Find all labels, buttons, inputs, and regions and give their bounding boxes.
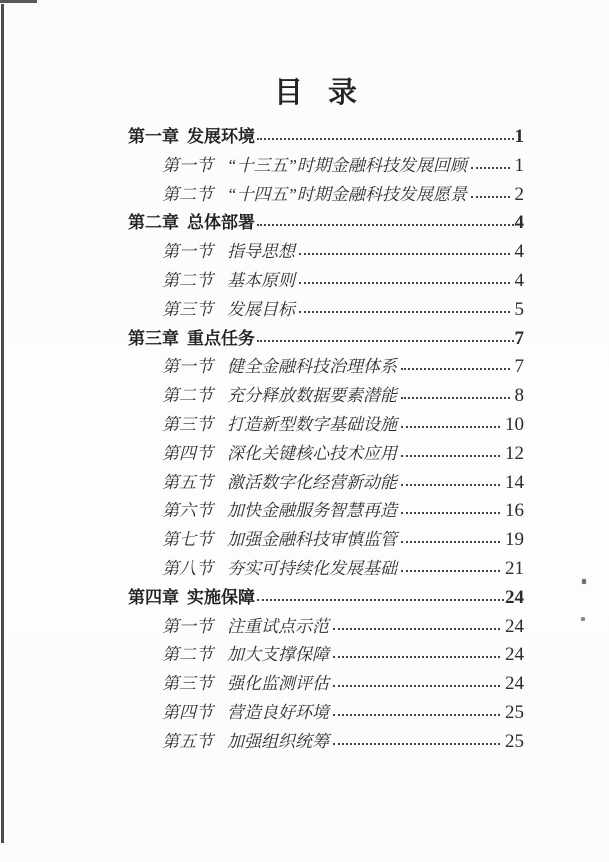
toc-entry-number: 第二节 bbox=[162, 645, 213, 665]
toc-entry-page: 24 bbox=[505, 644, 524, 666]
toc-entry-page: 24 bbox=[505, 586, 524, 608]
toc-entry-number: 第四章 bbox=[128, 587, 179, 607]
toc-entry-number: 第六节 bbox=[162, 501, 213, 521]
toc-entry bbox=[128, 152, 524, 181]
scan-speck bbox=[582, 579, 586, 584]
dot-leader bbox=[401, 368, 510, 370]
dot-leader bbox=[257, 138, 514, 140]
scan-corner-mark bbox=[0, 0, 37, 3]
dot-leader bbox=[257, 224, 514, 226]
toc-entry-page: 12 bbox=[505, 442, 524, 464]
scan-speck bbox=[581, 617, 585, 621]
dot-leader bbox=[471, 196, 510, 198]
toc-entry-number: 第一章 bbox=[128, 127, 179, 146]
toc-entry-title: 发展目标 bbox=[227, 299, 295, 319]
toc-entry-number: 第三节 bbox=[162, 414, 213, 434]
toc-entry-number: 第一节 bbox=[162, 357, 213, 377]
toc-entry-page: 25 bbox=[505, 730, 524, 752]
toc-entry-page: 14 bbox=[505, 471, 524, 493]
dot-leader bbox=[401, 484, 500, 486]
dot-leader bbox=[333, 743, 500, 745]
toc-entry-title: 重点任务 bbox=[187, 328, 255, 348]
toc-entry-number: 第八节 bbox=[162, 558, 213, 578]
dot-leader bbox=[333, 685, 500, 687]
toc-entry-page: 4 bbox=[514, 241, 524, 263]
toc-entry-page: 4 bbox=[514, 269, 524, 291]
toc-entry bbox=[128, 382, 524, 411]
toc-entry-title: 打造新型数字基础设施 bbox=[227, 414, 397, 434]
toc-entry-number: 第七节 bbox=[162, 530, 213, 550]
toc-entry-number: 第三节 bbox=[162, 299, 213, 319]
toc-entry bbox=[128, 584, 524, 613]
toc-entry bbox=[128, 728, 524, 757]
toc-entry bbox=[128, 267, 524, 296]
toc-entry-title: 基本原则 bbox=[227, 270, 295, 290]
toc-entry-number: 第二节 bbox=[162, 184, 213, 204]
toc-entry bbox=[128, 296, 524, 325]
toc-entry bbox=[128, 670, 524, 699]
toc-entry bbox=[128, 238, 524, 267]
toc-entry-title: 强化监测评估 bbox=[227, 674, 329, 694]
toc-entry-page: 24 bbox=[505, 615, 524, 637]
toc-entry-page: 7 bbox=[514, 356, 524, 378]
toc-entry bbox=[128, 699, 524, 728]
toc-entry-number: 第二节 bbox=[162, 270, 213, 290]
toc-entry-title: 深化关键核心技术应用 bbox=[227, 443, 397, 463]
dot-leader bbox=[299, 282, 510, 284]
toc-entry-page: 2 bbox=[514, 183, 524, 205]
toc-entry-number: 第一节 bbox=[162, 155, 213, 175]
toc-entry-number: 第二章 bbox=[128, 213, 179, 233]
toc-entry bbox=[128, 613, 524, 642]
toc-entry-number: 第三节 bbox=[162, 674, 213, 694]
dot-leader bbox=[401, 455, 500, 457]
toc-entry bbox=[128, 641, 524, 670]
dot-leader bbox=[401, 570, 500, 572]
toc-entry-title: 总体部署 bbox=[187, 213, 255, 233]
toc-entry-title: 加强金融科技审慎监管 bbox=[227, 530, 397, 550]
toc-entry-number: 第一节 bbox=[162, 616, 213, 636]
toc-entry-title: 充分释放数据要素潜能 bbox=[227, 386, 397, 406]
toc-entry bbox=[128, 411, 524, 440]
toc-entry bbox=[128, 325, 524, 354]
dot-leader bbox=[401, 512, 500, 514]
toc-entry-number: 第五节 bbox=[162, 472, 213, 492]
dot-leader bbox=[299, 253, 510, 255]
dot-leader bbox=[401, 541, 500, 543]
scan-edge-line bbox=[1, 4, 4, 843]
toc-entry-page: 19 bbox=[505, 529, 524, 551]
toc-entry bbox=[128, 353, 524, 382]
toc-entry bbox=[128, 497, 524, 526]
toc-entry-number: 第五节 bbox=[162, 731, 213, 751]
page-title: 目 录 bbox=[273, 77, 359, 109]
toc-entry-page: 4 bbox=[514, 212, 524, 234]
toc-entry-title: 指导思想 bbox=[227, 242, 295, 262]
toc-entry-title: 加快金融服务智慧再造 bbox=[227, 501, 397, 521]
dot-leader bbox=[257, 599, 504, 601]
toc-entry-title: 加大支撑保障 bbox=[227, 645, 329, 665]
dot-leader bbox=[333, 714, 500, 716]
toc-entry-page: 5 bbox=[514, 298, 524, 320]
toc-entry bbox=[128, 181, 524, 210]
toc-entry-page: 10 bbox=[505, 413, 524, 435]
dot-leader bbox=[257, 340, 514, 342]
toc-entry bbox=[128, 469, 524, 498]
toc-entry-title: 注重试点示范 bbox=[227, 616, 329, 636]
dot-leader bbox=[333, 656, 500, 658]
toc-entry-title: 夯实可持续化发展基础 bbox=[227, 558, 397, 578]
toc-entry-title: 实施保障 bbox=[187, 587, 255, 607]
dot-leader bbox=[401, 397, 510, 399]
toc-entry-page: 21 bbox=[505, 557, 524, 579]
toc-entry-number: 第四节 bbox=[162, 443, 213, 463]
toc-entry-number: 第一节 bbox=[162, 242, 213, 262]
toc-entry bbox=[128, 209, 524, 238]
toc-entry bbox=[128, 440, 524, 469]
toc-entry-title: 健全金融科技治理体系 bbox=[227, 357, 397, 377]
toc-entry-page: 25 bbox=[505, 701, 524, 723]
dot-leader bbox=[299, 311, 510, 313]
dot-leader bbox=[333, 628, 500, 630]
toc-entry-page: 16 bbox=[505, 500, 524, 522]
toc-entry-page: 24 bbox=[505, 673, 524, 695]
toc-entry-number: 第三章 bbox=[128, 328, 179, 348]
dot-leader bbox=[471, 167, 510, 169]
toc-entry-title: “十四五”时期金融科技发展愿景 bbox=[227, 184, 467, 204]
toc-entry bbox=[128, 526, 524, 555]
toc-entry-title: 加强组织统筹 bbox=[227, 731, 329, 751]
toc-entry-page: 7 bbox=[514, 327, 524, 349]
toc-entry-title: 营造良好环境 bbox=[227, 702, 329, 722]
toc-entry bbox=[128, 123, 524, 152]
toc-entry-title: “十三五”时期金融科技发展回顾 bbox=[227, 155, 467, 175]
toc-list bbox=[128, 123, 524, 757]
toc-entry-page: 1 bbox=[514, 126, 524, 147]
toc-entry-title: 发展环境 bbox=[187, 127, 255, 146]
toc-entry bbox=[128, 555, 524, 584]
toc-entry-number: 第二节 bbox=[162, 386, 213, 406]
toc-entry-page: 8 bbox=[514, 385, 524, 407]
toc-entry-page: 1 bbox=[514, 154, 524, 176]
toc-entry-number: 第四节 bbox=[162, 702, 213, 722]
dot-leader bbox=[401, 426, 500, 428]
toc-entry-title: 激活数字化经营新动能 bbox=[227, 472, 397, 492]
